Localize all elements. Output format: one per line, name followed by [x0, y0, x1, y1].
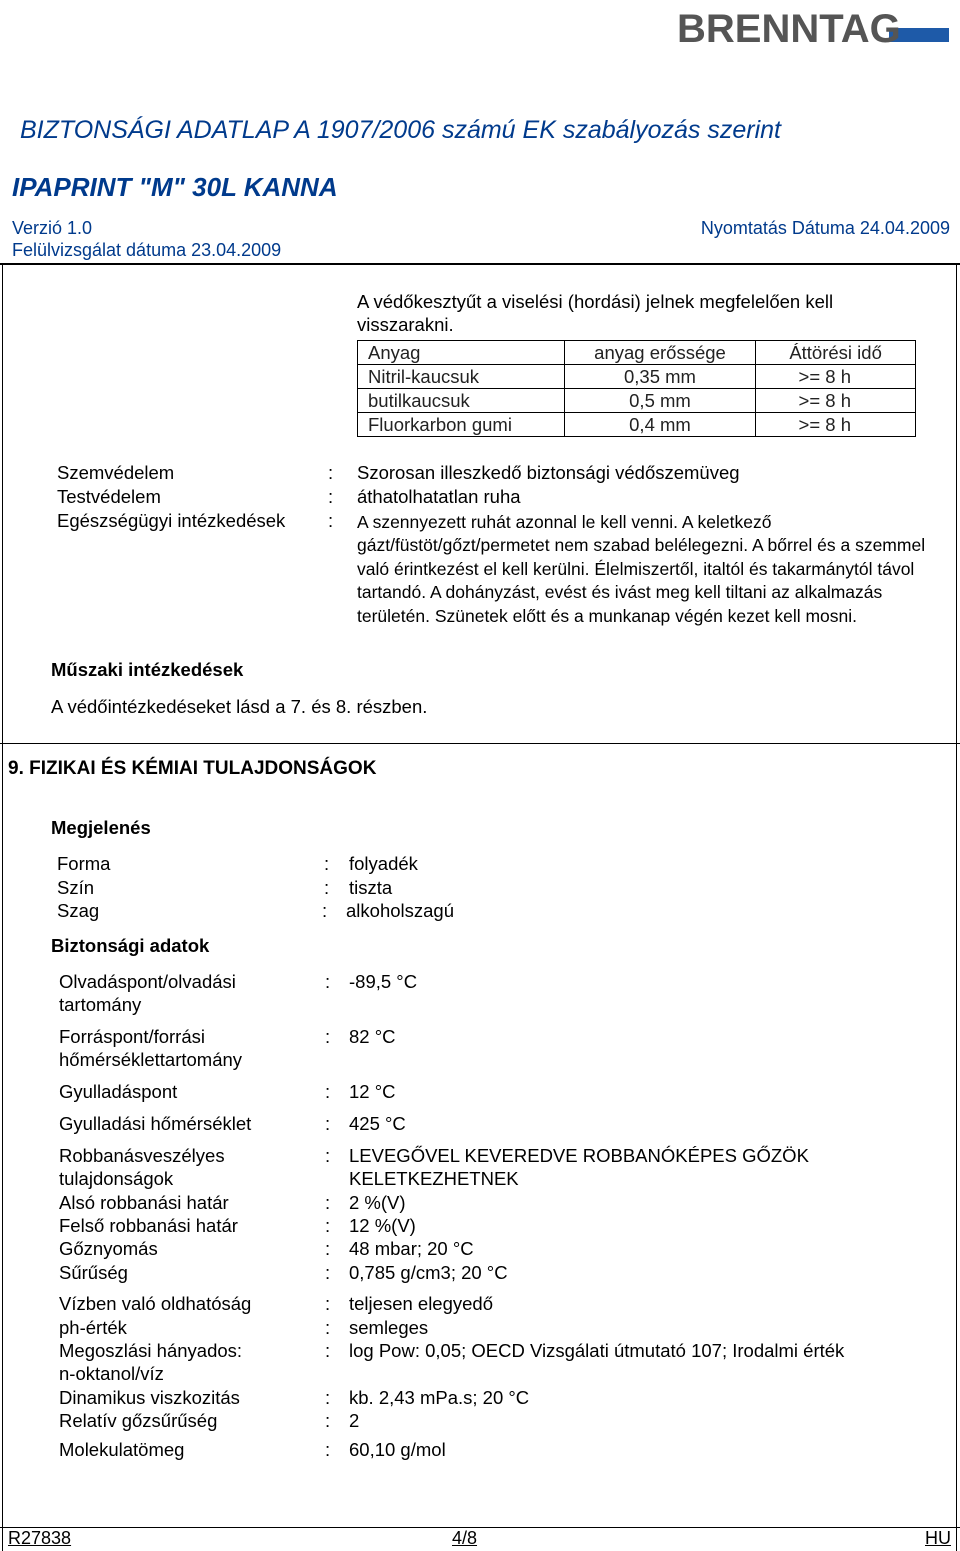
- explosive-label-line1: Robbanásveszélyes: [59, 1145, 225, 1166]
- table-row: [358, 413, 916, 437]
- melting-value: -89,5 °C: [349, 971, 418, 992]
- table-cell: 0,5 mm: [564, 389, 755, 413]
- boiling-label-line2: hőmérséklettartomány: [59, 1049, 243, 1070]
- section-9-title: 9. FIZIKAI ÉS KÉMIAI TULAJDONSÁGOK: [8, 758, 377, 779]
- colon: :: [325, 1410, 331, 1431]
- colon: :: [325, 1215, 331, 1236]
- hygiene-label: Egészségügyi intézkedések: [57, 510, 286, 531]
- colon: :: [325, 1293, 331, 1314]
- column-header-material: Anyag: [358, 341, 565, 365]
- relative-vapor-density-label: Relatív gőzsűrűség: [59, 1410, 218, 1431]
- molecular-weight-value: 60,10 g/mol: [349, 1439, 446, 1460]
- table-cell: >= 8 h: [756, 365, 916, 389]
- table-cell: 0,35 mm: [564, 365, 755, 389]
- partition-value: log Pow: 0,05; OECD Vizsgálati útmutató 107; Irodalmi érték: [349, 1340, 845, 1361]
- boiling-value: 82 °C: [349, 1026, 396, 1047]
- body-protection-label: Testvédelem: [57, 486, 161, 507]
- table-cell: Fluorkarbon gumi: [358, 413, 565, 437]
- header-divider: [0, 263, 960, 265]
- upper-explosion-limit-value: 12 %(V): [349, 1215, 416, 1236]
- gloves-note-line2: visszarakni.: [357, 314, 454, 335]
- brenntag-logo: [675, 6, 955, 48]
- document-title: BIZTONSÁGI ADATLAP A 1907/2006 számú EK szabályozás szerint: [20, 116, 781, 144]
- version: Verzió 1.0: [12, 218, 93, 238]
- explosive-label-line2: tulajdonságok: [59, 1168, 174, 1189]
- viscosity-value: kb. 2,43 mPa.s; 20 °C: [349, 1387, 530, 1408]
- colon: :: [322, 900, 328, 921]
- color-value: tiszta: [349, 877, 393, 898]
- flash-point-value: 12 °C: [349, 1081, 396, 1102]
- colon: :: [328, 510, 334, 531]
- print-date: Nyomtatás Dátuma 24.04.2009: [700, 218, 950, 238]
- explosive-value-line2: KELETKEZHETNEK: [349, 1168, 519, 1189]
- ignition-temp-label: Gyulladási hőmérséklet: [59, 1113, 252, 1134]
- colon: :: [325, 1317, 331, 1338]
- ph-value: semleges: [349, 1317, 429, 1338]
- colon: :: [325, 1262, 331, 1283]
- review-date: Felülvizsgálat dátuma 23.04.2009: [12, 240, 282, 260]
- table-cell: >= 8 h: [756, 389, 916, 413]
- technical-measures-text: A védőintézkedéseket lásd a 7. és 8. részben.: [51, 696, 428, 717]
- colon: :: [325, 1439, 331, 1460]
- colon: :: [325, 1081, 331, 1102]
- table-row: [358, 365, 916, 389]
- vapor-pressure-value: 48 mbar; 20 °C: [349, 1238, 474, 1259]
- eye-protection-label: Szemvédelem: [57, 462, 175, 483]
- colon: :: [325, 1113, 331, 1134]
- solubility-label: Vízben való oldhatóság: [59, 1293, 252, 1314]
- form-value: folyadék: [349, 853, 418, 874]
- molecular-weight-label: Molekulatömeg: [59, 1439, 185, 1460]
- colon: :: [325, 971, 331, 992]
- odor-value: alkoholszagú: [346, 900, 454, 921]
- appearance-heading: Megjelenés: [51, 817, 151, 838]
- odor-label: Szag: [57, 900, 100, 921]
- colon: :: [325, 1026, 331, 1047]
- table-cell: Nitril-kaucsuk: [358, 365, 565, 389]
- gloves-note-line1: A védőkesztyűt a viselési (hordási) jelnek megfelelően kell: [357, 291, 834, 312]
- colon: :: [328, 462, 334, 483]
- boiling-label-line1: Forráspont/forrási: [59, 1026, 205, 1047]
- form-label: Forma: [57, 853, 111, 874]
- table-cell: 0,4 mm: [564, 413, 755, 437]
- document-code: R27838: [8, 1528, 72, 1548]
- glove-material-table: [357, 340, 916, 437]
- body-protection-value: áthatolhatatlan ruha: [357, 486, 521, 507]
- footer-divider: [0, 1527, 960, 1528]
- explosive-value-line1: LEVEGŐVEL KEVEREDVE ROBBANÓKÉPES GŐZÖK: [349, 1145, 809, 1166]
- colon: :: [324, 877, 330, 898]
- technical-measures-heading: Műszaki intézkedések: [51, 659, 244, 680]
- table-header-row: [358, 341, 916, 365]
- lower-explosion-limit-value: 2 %(V): [349, 1192, 406, 1213]
- colon: :: [328, 486, 334, 507]
- viscosity-label: Dinamikus viszkozitás: [59, 1387, 240, 1408]
- flash-point-label: Gyulladáspont: [59, 1081, 178, 1102]
- melting-label-line1: Olvadáspont/olvadási: [59, 971, 236, 992]
- language-code: HU: [925, 1528, 951, 1548]
- colon: :: [325, 1145, 331, 1166]
- colon: :: [325, 1192, 331, 1213]
- lower-explosion-limit-label: Alsó robbanási határ: [59, 1192, 229, 1213]
- vapor-pressure-label: Gőznyomás: [59, 1238, 158, 1259]
- partition-label-line2: n-oktanol/víz: [59, 1363, 164, 1384]
- density-label: Sűrűség: [59, 1262, 128, 1283]
- table-cell: butilkaucsuk: [358, 389, 565, 413]
- page-number: 4/8: [452, 1528, 478, 1548]
- colon: :: [325, 1340, 331, 1361]
- upper-explosion-limit-label: Felső robbanási határ: [59, 1215, 238, 1236]
- ph-label: ph-érték: [59, 1317, 127, 1338]
- hygiene-text: A szennyezett ruhát azonnal le kell venni. A keletkező gázt/füstöt/gőzt/permetet nem szabad belélegezni. A bőrrel és a szemmel való érintkezést el kell kerülni. Élelmiszertől, italtól és takarmánytól távol tartandó. A dohányzást, evést és ivást meg kell tiltani az alkalmazás területén. Szünetek előtt és a munkanap végén kezet kell mosni.: [357, 512, 926, 626]
- melting-label-line2: tartomány: [59, 994, 142, 1015]
- density-value: 0,785 g/cm3; 20 °C: [349, 1262, 508, 1283]
- logo-text: BRENNTAG: [677, 7, 901, 48]
- frame-left: [2, 265, 3, 1551]
- solubility-value: teljesen elegyedő: [349, 1293, 493, 1314]
- section-divider: [0, 743, 960, 744]
- eye-protection-value: Szorosan illeszkedő biztonsági védőszemüveg: [357, 462, 740, 483]
- safety-data-heading: Biztonsági adatok: [51, 935, 210, 956]
- table-cell: >= 8 h: [756, 413, 916, 437]
- colon: :: [325, 1238, 331, 1259]
- partition-label-line1: Megoszlási hányados:: [59, 1340, 243, 1361]
- frame-right: [956, 265, 957, 1551]
- column-header-breakthrough: Áttörési idő: [756, 341, 916, 365]
- table-row: [358, 389, 916, 413]
- column-header-thickness: anyag erőssége: [564, 341, 755, 365]
- colon: :: [324, 853, 330, 874]
- relative-vapor-density-value: 2: [349, 1410, 360, 1431]
- ignition-temp-value: 425 °C: [349, 1113, 406, 1134]
- colon: :: [325, 1387, 331, 1408]
- product-name: IPAPRINT "M" 30L KANNA: [12, 172, 338, 202]
- color-label: Szín: [57, 877, 95, 898]
